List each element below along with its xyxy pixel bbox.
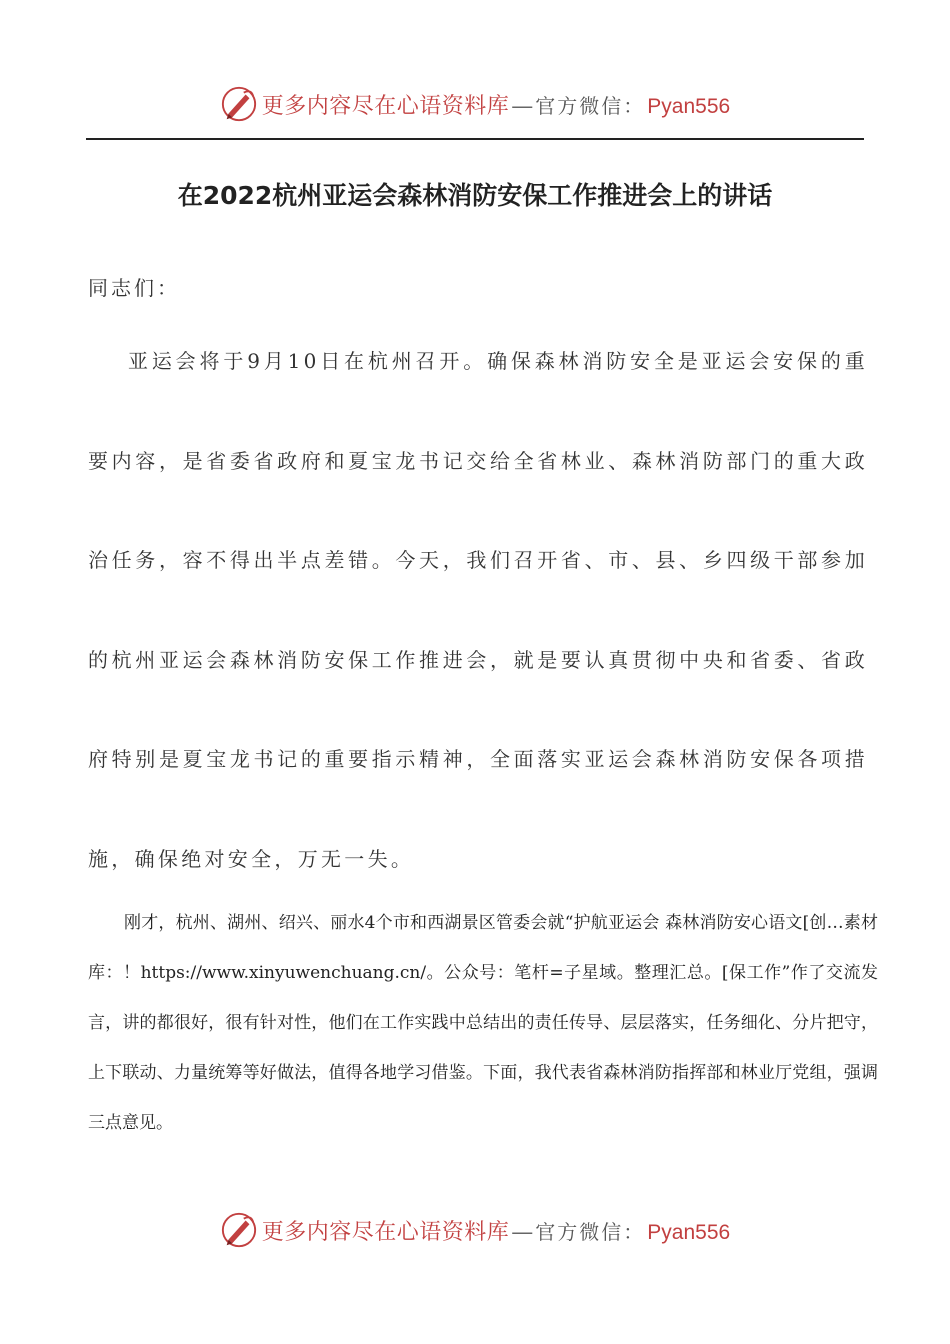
banner-dash: — <box>511 1219 534 1245</box>
salutation: 同志们： <box>88 276 180 300</box>
document-title: 在2022杭州亚运会森林消防安保工作推进会上的讲话 <box>177 181 773 210</box>
banner-title: 更多内容尽在心语资料库 <box>261 1219 510 1245</box>
banner-wechat-id: Pyan556 <box>647 1220 731 1244</box>
paragraph-2: 刚才，杭州、湖州、绍兴、丽水4个市和西湖景区管委会就“护航亚运会 森林消防安心语文[创…素材库：！https://www.xinyuwenchuang.cn/。公众号：笔杆=子星域。整理汇总。[保工作”作了交流发言，讲的都很好，很有针对性，他们在工作实践中总结出的责任传导、层层落实，任务细化、分片把守，上下联动、力量统筹等好做法，值得各地学习借鉴。下面，我代表省森林消防指挥部和林业厅党组，强调三点意见。 <box>88 913 878 1133</box>
header-divider <box>86 138 864 140</box>
footer-banner <box>0 1208 950 1252</box>
banner-official-label: 官方微信： <box>535 93 646 118</box>
pen-logo-icon <box>220 85 258 123</box>
header-banner <box>0 82 950 126</box>
banner-dash: — <box>511 93 534 119</box>
banner-title: 更多内容尽在心语资料库 <box>261 93 510 119</box>
paragraph-1: 亚运会将于9月10日在杭州召开。确保森林消防安全是亚运会安保的重要内容，是省委省政府和夏宝龙书记交给全省林业、森林消防部门的重大政治任务，容不得出半点差错。今天，我们召开省、市、县、乡四级干部参加的杭州亚运会森林消防安保工作推进会，就是要认真贯彻中央和省委、省政府特别是夏宝龙书记的重要指示精神，全面落实亚运会森林消防安保各项措施，确保绝对安全，万无一失。 <box>88 349 868 871</box>
banner-official-label: 官方微信： <box>535 1219 646 1244</box>
pen-logo-icon <box>220 1211 258 1249</box>
banner-wechat-id: Pyan556 <box>647 94 731 118</box>
